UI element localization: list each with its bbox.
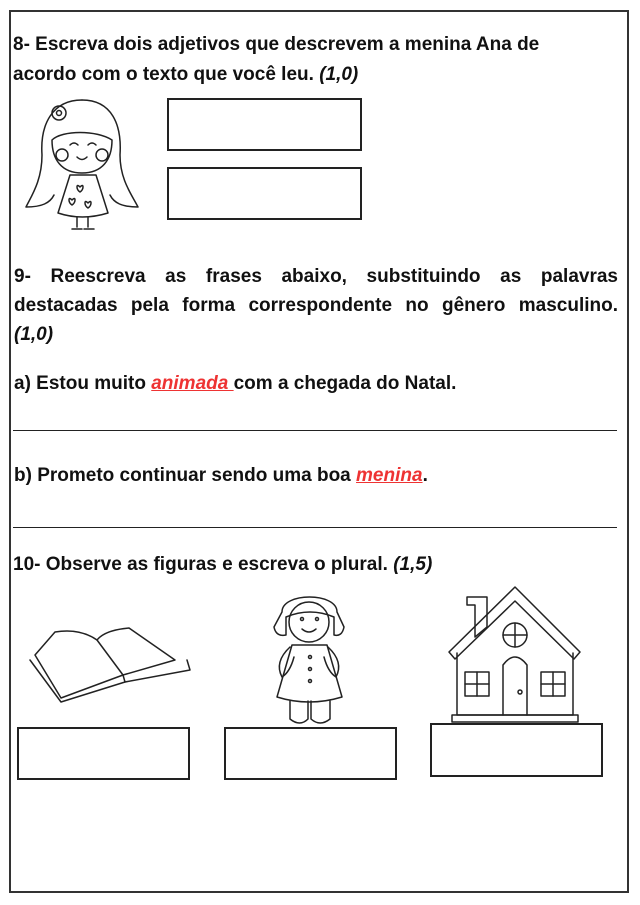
q10-score: (1,5) xyxy=(393,554,433,575)
house-illustration xyxy=(445,587,585,722)
q10-answer-box-doll[interactable] xyxy=(224,727,397,780)
q9-a-answer-line[interactable] xyxy=(13,430,617,431)
q9-item-a xyxy=(14,369,456,399)
book-illustration xyxy=(25,620,195,700)
q9-b-answer-line[interactable] xyxy=(13,527,617,528)
q10-title-text: 10- Observe as figuras e escreva o plural. xyxy=(13,554,388,575)
q9-a-prefix: a) Estou muito xyxy=(14,373,152,394)
q9-item-b xyxy=(14,461,428,491)
q9-a-highlight: animada xyxy=(151,373,234,394)
q8-score: (1,0) xyxy=(319,64,359,85)
q9-score: (1,0) xyxy=(14,324,54,345)
q8-line2 xyxy=(13,60,358,90)
girl-illustration xyxy=(22,95,142,235)
q10-answer-box-book[interactable] xyxy=(17,727,190,780)
q9-b-suffix: . xyxy=(422,465,428,486)
q8-line1: 8- Escreva dois adjetivos que descrevem a menina Ana de xyxy=(13,34,540,55)
doll-illustration xyxy=(262,587,357,727)
q9-b-prefix: b) Prometo continuar sendo uma boa xyxy=(14,465,357,486)
q9-a-suffix: com a chegada do Natal. xyxy=(233,373,457,394)
q9-b-highlight: menina xyxy=(356,465,423,486)
q9-line1: 9- Reescreva as frases abaixo, substituindo as palavras xyxy=(14,266,618,287)
q8-answer-box-2[interactable] xyxy=(167,167,362,220)
q10-answer-box-house[interactable] xyxy=(430,723,603,777)
q9-line2: destacadas pela forma correspondente no gênero masculino. xyxy=(14,295,618,316)
q8-answer-box-1[interactable] xyxy=(167,98,362,151)
q10-title xyxy=(13,550,432,580)
q8-line2-text: acordo com o texto que você leu. xyxy=(13,64,314,85)
